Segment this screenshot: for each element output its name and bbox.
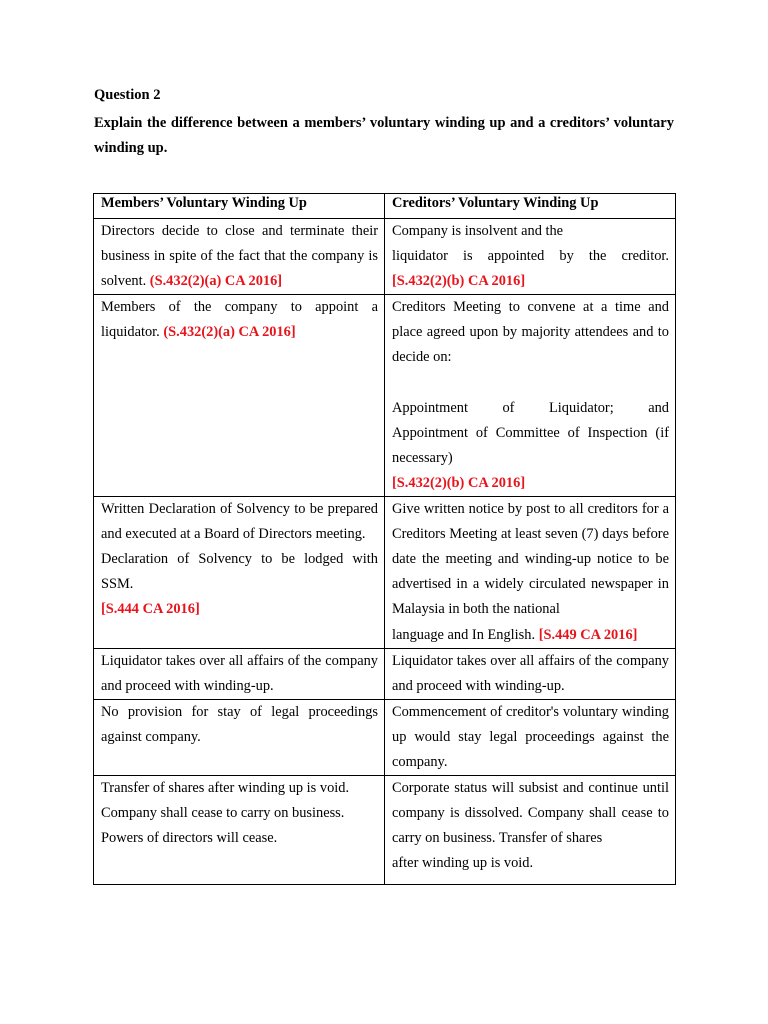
- cell-text: Declaration of Solvency to be lodged with SSM.: [101, 551, 378, 593]
- question-title: Question 2: [94, 87, 161, 103]
- legal-reference: (S.432(2)(a) CA 2016]: [149, 273, 283, 290]
- table-row: [94, 295, 676, 497]
- creditors-cell: [385, 776, 676, 885]
- members-cell: [94, 648, 385, 699]
- creditors-cell: [385, 497, 676, 649]
- cell-text: language and In English.: [392, 626, 536, 643]
- cell-text: Powers of directors will cease.: [101, 830, 278, 847]
- table-row: [94, 699, 676, 775]
- cell-text-line: [392, 623, 669, 648]
- list-item: Appointment of Committee of Inspection (if necessary): [392, 424, 669, 466]
- cell-text: Directors decide to close and terminate their business in spite of the fact that the company is solvent.: [101, 223, 378, 290]
- members-cell: [94, 295, 385, 497]
- cell-text: Creditors Meeting to convene at a time and place agreed upon by majority attendees and to decide on:: [392, 299, 669, 366]
- legal-reference: [S.449 CA 2016]: [538, 626, 638, 643]
- cell-text: No provision for stay of legal proceedings against company.: [101, 703, 378, 745]
- comparison-table: [93, 193, 676, 885]
- legal-reference: [S.444 CA 2016]: [101, 601, 200, 618]
- creditors-cell: [385, 699, 676, 775]
- creditors-cell: [385, 219, 676, 295]
- cell-text: Liquidator takes over all affairs of the company and proceed with winding-up.: [101, 652, 378, 694]
- list-item: Appointment of Liquidator; and: [392, 399, 669, 416]
- legal-reference: [S.432(2)(b) CA 2016]: [392, 474, 526, 491]
- cell-text: Company is insolvent and the: [392, 223, 564, 239]
- creditors-cell: [385, 648, 676, 699]
- cell-text: Transfer of shares after winding up is void.: [101, 780, 350, 797]
- table-row: [94, 648, 676, 699]
- legal-reference: (S.432(2)(a) CA 2016]: [163, 324, 296, 341]
- legal-reference: [S.432(2)(b) CA 2016]: [392, 273, 526, 290]
- question-text: Explain the difference between a members’ voluntary winding up and a creditors’ voluntary winding up.: [94, 115, 674, 156]
- cell-text: after winding up is void.: [392, 855, 534, 872]
- members-cell: [94, 497, 385, 649]
- table-header: [94, 194, 676, 219]
- spacer: [392, 371, 669, 396]
- table-row: [94, 219, 676, 295]
- cell-text: Corporate status will subsist and continue until company is dissolved. Company shall cease to carry on business. Transfer of shares: [392, 780, 669, 847]
- cell-text: Commencement of creditor's voluntary winding up would stay legal proceedings against the company.: [392, 703, 669, 770]
- members-cell: [94, 219, 385, 295]
- members-cell: [94, 699, 385, 775]
- header-members: Members’ Voluntary Winding Up: [94, 194, 385, 219]
- header-creditors: Creditors’ Voluntary Winding Up: [385, 194, 676, 219]
- table-row: [94, 776, 676, 885]
- cell-text: Liquidator takes over all affairs of the company and proceed with winding-up.: [392, 652, 669, 694]
- creditors-cell: [385, 295, 676, 497]
- cell-text: Written Declaration of Solvency to be prepared and executed at a Board of Directors meeting.: [101, 501, 378, 543]
- table-row: [94, 497, 676, 649]
- cell-text: Members of the company to appoint a liquidator.: [101, 299, 378, 341]
- cell-text: Give written notice by post to all creditors for a Creditors Meeting at least seven (7) days before date the meeting and winding-up notice to be advertised in a widely circulated newspaper in Malaysia in both the national: [392, 501, 669, 618]
- members-cell: [94, 776, 385, 885]
- cell-text: Company shall cease to carry on business.: [101, 805, 345, 822]
- table-header-row: [94, 194, 676, 219]
- cell-text: liquidator is appointed by the creditor.: [392, 248, 669, 265]
